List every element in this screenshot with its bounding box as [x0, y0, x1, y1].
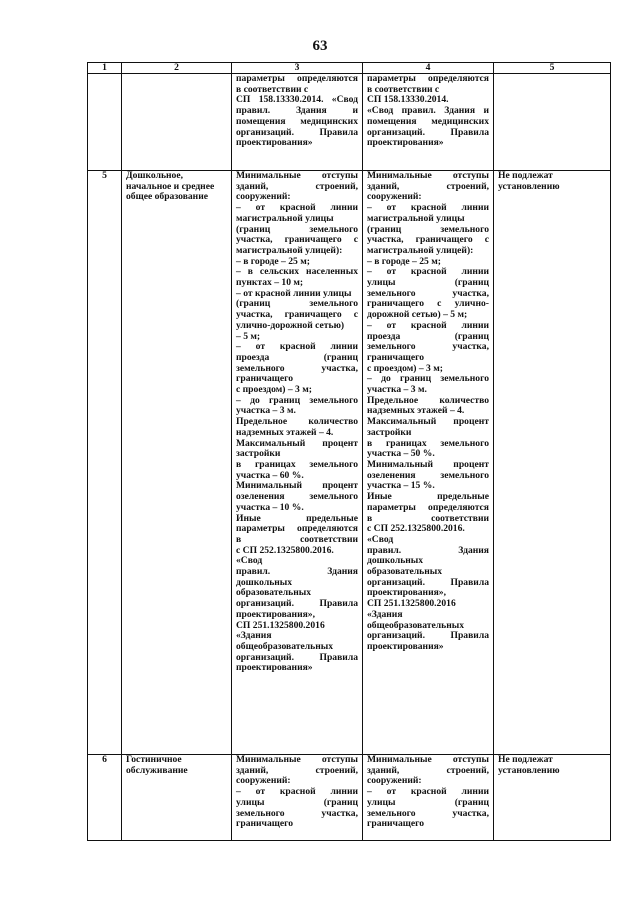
text-line: Минимальные отступы [367, 754, 489, 765]
text-line: граничащего [367, 818, 425, 830]
text-line: «Свод [236, 555, 263, 567]
text-line: Максимальный процент [236, 437, 358, 449]
text-line: магистральной улицы [236, 212, 334, 224]
text-line: – от красной линии [367, 319, 489, 331]
text-line: надземных этажей – 4. [367, 405, 465, 417]
text-line: правил. Здания [236, 566, 358, 578]
text-line: проектирования», [236, 608, 315, 620]
text-line: в границах земельного [367, 437, 489, 449]
header-col-2: 2 [122, 63, 232, 74]
text-line: Минимальный процент [236, 480, 358, 492]
page-number: 63 [312, 38, 328, 54]
text-line: озеленения земельного [367, 469, 489, 481]
text-line: граничащего с улично- [367, 298, 489, 310]
text-line: образовательных [367, 566, 443, 578]
text-line: Иные предельные [367, 491, 489, 503]
text-line: правил. Здания и [236, 105, 358, 117]
text-line: с проездом) – 3 м; [367, 362, 443, 374]
text-line: участка, граничащего с [236, 309, 358, 321]
text-line: зданий, строений, [236, 764, 358, 776]
text-line: – 5 м; [236, 330, 261, 342]
text-line: улицы (границ [367, 277, 489, 289]
header-col-4: 4 [363, 63, 494, 74]
text-line: проезда (границ [367, 330, 489, 342]
text-line: организаций. Правила [367, 126, 489, 138]
text-line: магистральной улицей): [236, 244, 343, 256]
text-line: в соответствии с [236, 83, 309, 95]
text-line: в соответствии [367, 512, 489, 524]
table-row [88, 74, 611, 171]
text-line: улицы (границ [367, 796, 489, 808]
regulations-table [87, 62, 611, 841]
land-use-type [122, 74, 232, 171]
parameters-column-4 [363, 74, 494, 171]
header-col-3: 3 [232, 63, 363, 74]
text-line: организаций. Правила [236, 126, 358, 138]
text-line: параметры определяются [236, 73, 358, 84]
text-line: СП 158.13330.2014. «Свод [236, 94, 358, 106]
text-line: земельного участка, [236, 807, 358, 819]
text-line: улицы (границ [236, 796, 358, 808]
table-header-row [88, 63, 611, 74]
text-line: с СП 252.1325800.2016. [236, 544, 334, 556]
text-line: проектирования» [236, 662, 313, 674]
text-line: Минимальный процент [367, 458, 489, 470]
text-line: сооружений: [367, 775, 422, 787]
text-line: СП 251.1325800.2016 [367, 598, 456, 610]
text-line: образовательных [236, 587, 312, 599]
parameters-column-5: Не подлежат установлению [494, 755, 611, 841]
text-line: организаций. Правила [367, 576, 489, 588]
text-line: земельного участка, [236, 362, 358, 374]
land-use-type: Дошкольное, начальное и среднее общее образование [122, 171, 232, 755]
parameters-column-3 [232, 171, 363, 755]
text-line: магистральной улицей): [367, 244, 474, 256]
text-line: застройки [367, 426, 412, 438]
row-number: 5 [88, 171, 122, 755]
parameters-column-4 [363, 171, 494, 755]
text-line: с проездом) – 3 м; [236, 384, 312, 396]
text-line: зданий, строений, [367, 764, 489, 776]
table-row [88, 171, 611, 755]
text-line: Минимальные отступы [236, 754, 358, 765]
parameters-column-4 [363, 755, 494, 841]
text-line: сооружений: [236, 775, 291, 787]
text-line: «Свод [367, 533, 394, 545]
table-row [88, 755, 611, 841]
text-line: пунктах – 10 м; [236, 277, 304, 289]
text-line: организаций. Правила [367, 630, 489, 642]
text-line: помещения медицинских [367, 115, 489, 127]
text-line: дорожной сетью) – 5 м; [367, 309, 468, 321]
text-line: проезда (границ [236, 351, 358, 363]
parameters-column-5: Не подлежат установлению [494, 171, 611, 755]
row-number: 6 [88, 755, 122, 841]
text-line: помещения медицинских [236, 115, 358, 127]
row-number [88, 74, 122, 171]
text-line: сооружений: [367, 191, 422, 203]
text-line: граничащего [367, 351, 425, 363]
text-line: земельного участка, [367, 807, 489, 819]
text-line: в соответствии с [367, 83, 440, 95]
text-line: – в городе – 25 м; [236, 255, 310, 267]
text-line: – от красной линии [367, 202, 489, 214]
text-line: Максимальный процент [367, 416, 489, 428]
text-line: граничащего [236, 818, 294, 830]
text-line: СП 158.13330.2014. [367, 94, 449, 106]
text-line: зданий, строений, [236, 180, 358, 192]
text-line: земельного участка, [367, 341, 489, 353]
text-line: застройки [236, 448, 281, 460]
text-line: – от красной линии [367, 266, 489, 278]
text-line: (границ земельного [236, 223, 358, 235]
text-line: – от красной линии [236, 341, 358, 353]
text-line: Минимальные отступы [367, 170, 489, 181]
text-line: магистральной улицы [367, 212, 465, 224]
text-line: участка – 3 м. [367, 384, 427, 396]
text-line: участка – 50 %. [367, 448, 435, 460]
text-line: организаций. Правила [236, 651, 358, 663]
text-line: проектирования» [236, 137, 313, 149]
text-line: – до границ земельного [367, 373, 489, 385]
text-line: СП 251.1325800.2016 [236, 619, 325, 631]
header-col-1: 1 [88, 63, 122, 74]
text-line: (границ земельного [236, 298, 358, 310]
text-line: Предельное количество [236, 416, 358, 428]
text-line: параметры определяются [236, 523, 358, 535]
text-line: – в сельских населенных [236, 266, 358, 278]
parameters-column-3 [232, 755, 363, 841]
text-line: «Свод правил. Здания и [367, 105, 489, 117]
text-line: участка – 60 %. [236, 469, 304, 481]
text-line: граничащего [236, 373, 294, 385]
text-line: – до границ земельного [236, 394, 358, 406]
text-line: сооружений: [236, 191, 291, 203]
text-line: (границ земельного [367, 223, 489, 235]
land-use-type: Гостиничное обслуживание [122, 755, 232, 841]
text-line: участка, граничащего с [367, 234, 489, 246]
text-line: Иные предельные [236, 512, 358, 524]
text-line: улично-дорожной сетью) [236, 319, 345, 331]
text-line: «Здания [236, 630, 272, 642]
text-line: дошкольных [236, 576, 293, 588]
text-line: параметры определяются [367, 73, 489, 84]
text-line: дошкольных [367, 555, 424, 567]
text-line: – от красной линии улицы [236, 287, 352, 299]
text-line: участка, граничащего с [236, 234, 358, 246]
text-line: – от красной линии [236, 202, 358, 214]
text-line: проектирования» [367, 640, 444, 652]
text-line: с СП 252.1325800.2016. [367, 523, 465, 535]
text-line: – в городе – 25 м; [367, 255, 441, 267]
text-line: надземных этажей – 4. [236, 426, 334, 438]
text-line: в границах земельного [236, 458, 358, 470]
text-line: участка – 10 %. [236, 501, 304, 513]
text-line: «Здания [367, 608, 403, 620]
text-line: участка – 3 м. [236, 405, 296, 417]
parameters-column-5 [494, 74, 611, 171]
text-line: зданий, строений, [367, 180, 489, 192]
text-line: общеобразовательных [367, 619, 465, 631]
text-line: Предельное количество [367, 394, 489, 406]
text-line: правил. Здания [367, 544, 489, 556]
header-col-5: 5 [494, 63, 611, 74]
text-line: Минимальные отступы [236, 170, 358, 181]
text-line: проектирования» [367, 137, 444, 149]
text-line: озеленения земельного [236, 491, 358, 503]
text-line: участка – 15 %. [367, 480, 435, 492]
text-line: организаций. Правила [236, 598, 358, 610]
text-line: параметры определяются [367, 501, 489, 513]
text-line: – от красной линии [236, 786, 358, 798]
parameters-column-3 [232, 74, 363, 171]
text-line: в соответствии [236, 533, 358, 545]
text-line: общеобразовательных [236, 640, 334, 652]
text-line: – от красной линии [367, 786, 489, 798]
text-line: проектирования», [367, 587, 446, 599]
text-line: земельного участка, [367, 287, 489, 299]
